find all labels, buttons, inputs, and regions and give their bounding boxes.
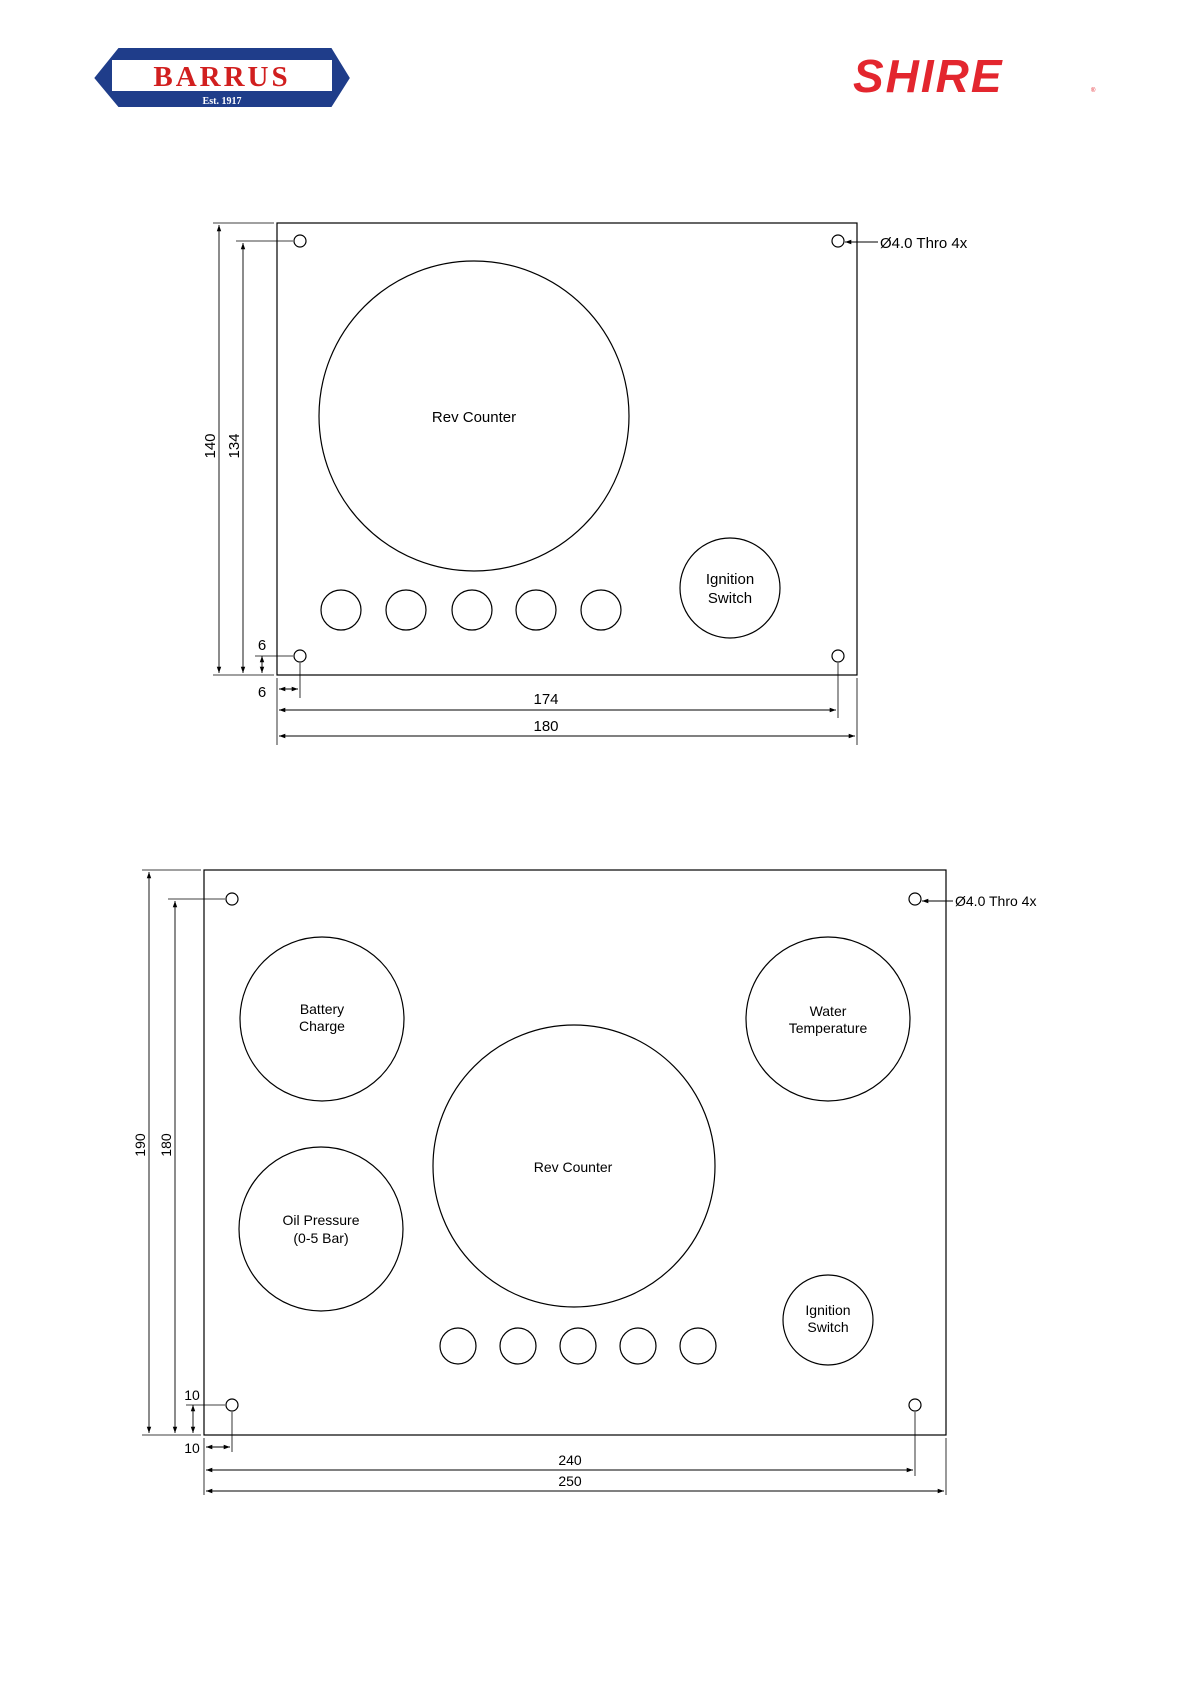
dim-hole-span-h: 240 [558,1452,582,1468]
ignition-switch-label: Switch [807,1319,849,1335]
drawing-2 [142,870,953,1495]
warning-light-cutout [581,590,621,630]
barrus-logo [93,47,351,108]
mounting-hole [226,893,238,905]
water-temperature-cutout [746,937,910,1101]
dim-hole-offset-y: 6 [257,637,267,654]
dim-hole-offset-x: 10 [184,1440,200,1456]
dim-hole-offset-x: 6 [257,684,267,701]
battery-charge-label: Charge [299,1018,345,1034]
warning-light-cutout [386,590,426,630]
warning-light-cutout [516,590,556,630]
shire-name: SHIRE [853,50,1004,102]
oil-pressure-cutout [239,1147,403,1311]
barrus-est: Est. 1917 [202,96,242,107]
rev-counter-label: Rev Counter [533,1159,613,1175]
hole-callout: Ø4.0 Thro 4x [955,893,1037,909]
warning-light-cutout [500,1328,536,1364]
drawing-1 [213,223,878,745]
oil-pressure-label: Oil Pressure [282,1212,360,1228]
dim-width: 180 [533,718,559,735]
drawing-1-text [202,235,968,735]
ignition-switch-label: Ignition [705,571,755,588]
mounting-hole [294,235,306,247]
hole-callout: Ø4.0 Thro 4x [880,235,968,252]
warning-light-cutout [452,590,492,630]
dim-height: 190 [132,1133,148,1157]
warning-light-cutout [620,1328,656,1364]
warning-light-cutout [680,1328,716,1364]
rev-counter-label: Rev Counter [431,409,517,426]
mounting-hole [832,235,844,247]
battery-charge-label: Battery [299,1001,345,1017]
mounting-hole [909,893,921,905]
mounting-hole [832,650,844,662]
dim-height: 140 [202,433,219,459]
ignition-switch-label: Switch [707,590,753,607]
water-temperature-label: Water [809,1003,847,1019]
warning-light-cutout [321,590,361,630]
water-temperature-label: Temperature [788,1020,868,1036]
dim-hole-offset-y: 10 [184,1387,200,1403]
shire-logo [853,50,1096,102]
dim-hole-span-v: 180 [158,1133,174,1157]
mounting-hole [909,1399,921,1411]
barrus-name: BARRUS [153,61,291,93]
dim-width: 250 [558,1473,582,1489]
mounting-hole [294,650,306,662]
mounting-hole [226,1399,238,1411]
svg-text:®: ® [1091,88,1096,94]
ignition-switch-label: Ignition [805,1302,851,1318]
warning-light-cutout [560,1328,596,1364]
dim-hole-span-h: 174 [533,691,559,708]
dim-hole-span-v: 134 [226,433,243,459]
panel-outline [204,870,946,1435]
ignition-switch-cutout [680,538,780,638]
oil-pressure-label: (0-5 Bar) [293,1230,349,1246]
warning-light-cutout [440,1328,476,1364]
panel-outline [277,223,857,675]
